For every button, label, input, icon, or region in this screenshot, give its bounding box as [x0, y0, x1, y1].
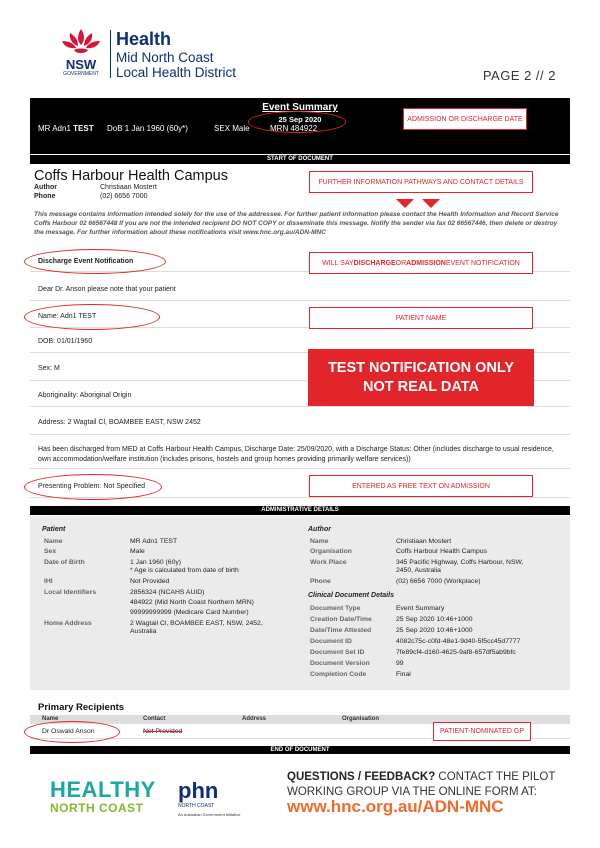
- admin-value: 99999999999 (Medicare Card Number): [130, 609, 249, 616]
- admin-key: Document ID: [310, 638, 352, 645]
- admin-key: Creation Date/Time: [310, 616, 372, 623]
- summary-patient-surname: TEST: [73, 124, 94, 133]
- admin-value: 99: [396, 660, 404, 667]
- administrative-details-strip: ADMINISTRATIVE DETAILS: [30, 506, 570, 515]
- admin-value: Male: [130, 548, 145, 555]
- admin-value: Not Provided: [130, 578, 170, 585]
- free-text-annotation: ENTERED AS FREE TEXT ON ADMISSION: [309, 475, 533, 497]
- patient-name-oval: [24, 304, 160, 330]
- healthy-wordmark: HEALTHY: [50, 777, 156, 802]
- primary-recipients-title: Primary Recipients: [38, 702, 125, 713]
- admin-value: Final: [396, 671, 411, 678]
- admin-key: Sex: [44, 548, 57, 555]
- notification-type-oval: [24, 249, 166, 274]
- col-contact: Contact: [143, 716, 166, 722]
- nsw-wordmark: NSW: [65, 57, 97, 72]
- patient-address: Address: 2 Wagtail Cl, BOAMBEE EAST, NSW 2452: [38, 419, 201, 426]
- feedback-text: [287, 770, 577, 800]
- will-say-text: WILL SAY: [322, 259, 354, 267]
- phone-value: (02) 6656 7000: [100, 193, 148, 200]
- logo-health: Health: [116, 29, 172, 49]
- lhd-logo-text: [116, 30, 236, 80]
- presenting-problem: Presenting Problem: Not Specified: [38, 483, 145, 490]
- phn-region: NORTH COAST: [178, 803, 215, 809]
- greeting-text: Dear Dr. Anson please note that your patient: [38, 286, 176, 293]
- admin-value: 4082c75c-c0fd-48e1-9d40-5f5cc45d7777: [396, 638, 521, 645]
- gp-oval: [24, 721, 120, 743]
- author-section-title: Author: [308, 526, 331, 533]
- col-address: Address: [242, 716, 267, 722]
- col-name: Name: [42, 716, 59, 722]
- admin-value-note: * Age is calculated from date of birth: [130, 567, 239, 574]
- patient-section-title: Patient: [42, 526, 66, 533]
- recipient-contact: Not Provided: [143, 728, 183, 735]
- logo-line3: Local Health District: [116, 64, 237, 80]
- admin-key: Date of Birth: [44, 559, 85, 566]
- admin-value: Event Summary: [396, 605, 445, 612]
- confidentiality-disclaimer: This message contains information intended solely for the use of the addressee. For further patient information please contact the Health Information and Record Service Coffs Harbour 02 66567448 If you are not the intended recipient DO NOT COPY or disseminate this message. Notify the sender via fax 02 66567446, then delete or destroy the message. For further information about these notifications visit www.hnc.org.au/ADN-MNC: [34, 211, 559, 236]
- test-notification-banner: [308, 349, 534, 406]
- summary-dob: DoB 1 Jan 1960 (60y*): [107, 124, 188, 133]
- admin-value: 25 Sep 2020 10:46+1000: [396, 616, 473, 623]
- will-say-suffix: EVENT NOTIFICATION: [445, 259, 520, 267]
- admin-value: 2 Wagtail Cl, BOAMBEE EAST, NSW, 2452,: [130, 620, 263, 627]
- admin-key: Work Place: [310, 559, 347, 566]
- test-banner-line2: NOT REAL DATA: [363, 379, 479, 395]
- greeting-row: [30, 279, 570, 301]
- logo-line2: Mid North Coast: [116, 50, 214, 65]
- will-say-annotation: [309, 252, 533, 274]
- admin-value: Christiaan Mostert: [396, 538, 452, 545]
- nsw-government-label: GOVERNMENT: [63, 71, 99, 77]
- page-number: PAGE 2 // 2: [482, 68, 556, 83]
- nsw-waratah-logo: [56, 26, 106, 78]
- col-organisation: Organisation: [342, 716, 380, 722]
- discharge-text-row: [30, 441, 570, 469]
- admin-value: 25 Sep 2020 10:46+1000: [396, 627, 473, 634]
- administrative-details-panel: [30, 516, 570, 690]
- patient-dob: DOB: 01/01/1960: [38, 338, 93, 345]
- phn-wordmark: phn: [178, 778, 219, 803]
- admin-key: Organisation: [310, 548, 352, 555]
- discharge-text: Has been discharged from MED at Coffs Harbour Health Campus, Discharge Date: 25/09/2020, with a Discharge Status: Other (includes discharge to usual residence, own accommodation/welfare institution (includes prisons, hostels and group homes providing primarily welfare services)): [38, 446, 554, 463]
- phn-initiative: An Australian Government Initiative: [178, 812, 241, 817]
- summary-title: Event Summary: [262, 102, 338, 113]
- admin-key: Phone: [310, 578, 331, 585]
- phone-label: Phone: [34, 193, 56, 200]
- admin-key: Name: [44, 538, 63, 545]
- admin-key: Name: [310, 538, 329, 545]
- will-say-admission: ADMISSION: [406, 259, 446, 267]
- summary-patient: [38, 124, 94, 133]
- feedback-url-link[interactable]: www.hnc.org.au/ADN-MNC: [287, 797, 504, 816]
- admin-key: Local Identifiers: [44, 589, 97, 596]
- admin-key: Completion Code: [310, 671, 367, 678]
- will-say-discharge: DISCHARGE: [353, 259, 396, 267]
- clinical-section-title: Clinical Document Details: [308, 592, 394, 599]
- test-banner-line1: TEST NOTIFICATION ONLY: [327, 360, 515, 376]
- admin-value: 2450, Australia: [396, 567, 441, 574]
- facility-name: Coffs Harbour Health Campus: [34, 168, 228, 184]
- down-arrow-icon: [422, 199, 440, 208]
- patient-name-annotation: PATIENT NAME: [309, 307, 533, 329]
- end-of-document-strip: END OF DOCUMENT: [30, 746, 570, 754]
- address-row: [30, 411, 570, 435]
- admin-value: (02) 6656 7000 (Workplace): [396, 578, 481, 585]
- will-say-or: OR: [395, 259, 407, 267]
- summary-patient-prefix: MR Adn1: [38, 124, 71, 133]
- patient-aboriginality: Aboriginality: Aboriginal Origin: [38, 392, 132, 399]
- summary-mrn: MRN 484922: [270, 124, 318, 133]
- patient-sex: Sex: M: [38, 365, 60, 372]
- recipient-name: Dr Oswald Anson: [42, 728, 95, 735]
- admission-date-annotation: ADMISSION OR DISCHARGE DATE: [403, 108, 527, 130]
- author-label: Author: [34, 184, 57, 191]
- gp-annotation: PATIENT-NOMINATED GP: [433, 722, 531, 741]
- start-of-document-strip: START OF DOCUMENT: [30, 155, 570, 164]
- notification-type: Discharge Event Notification: [38, 258, 134, 265]
- feedback-heading: QUESTIONS / FEEDBACK?: [287, 771, 436, 783]
- admin-key: Document Type: [310, 605, 361, 612]
- summary-sex: SEX Male: [214, 124, 250, 133]
- north-coast-wordmark: NORTH COAST: [50, 801, 144, 815]
- admin-key: Home Address: [44, 620, 92, 627]
- admin-value: 7fe89cf4-d160-4625-9af8-657df5ab9bfc: [396, 649, 516, 656]
- author-value: Christiaan Mostert: [100, 184, 157, 191]
- phn-logo: [178, 780, 240, 817]
- logo-divider: [110, 30, 111, 78]
- date-highlight-oval: [248, 111, 346, 133]
- admin-value: Coffs Harbour Health Campus: [396, 548, 487, 555]
- admin-key: Date/Time Attested: [310, 627, 372, 634]
- feedback-body: CONTACT THE PILOT WORKING GROUP VIA THE ONLINE FORM AT:: [287, 771, 556, 798]
- admin-value: MR Adn1 TEST: [130, 538, 178, 545]
- admin-key: Document Set ID: [310, 649, 365, 656]
- admin-key: IHI: [44, 578, 53, 585]
- admin-value: 1 Jan 1960 (60y): [130, 559, 182, 566]
- summary-date: 25 Sep 2020: [278, 115, 322, 124]
- patient-name-field: Name: Adn1 TEST: [38, 313, 97, 320]
- admin-value: 2856324 (NCAHS AUID): [130, 589, 205, 596]
- admin-key: Document Version: [310, 660, 370, 667]
- admin-value: 345 Pacific Highway, Coffs Harbour, NSW,: [396, 559, 524, 566]
- admin-value: 484922 (Mid North Coast Northern MRN): [130, 599, 254, 606]
- presenting-problem-oval: [24, 474, 162, 500]
- further-info-annotation: FURTHER INFORMATION PATHWAYS AND CONTACT DETAILS: [309, 171, 533, 193]
- healthy-north-coast-logo: [50, 779, 156, 814]
- down-arrow-icon: [396, 199, 414, 208]
- admin-value: Australia: [130, 628, 157, 635]
